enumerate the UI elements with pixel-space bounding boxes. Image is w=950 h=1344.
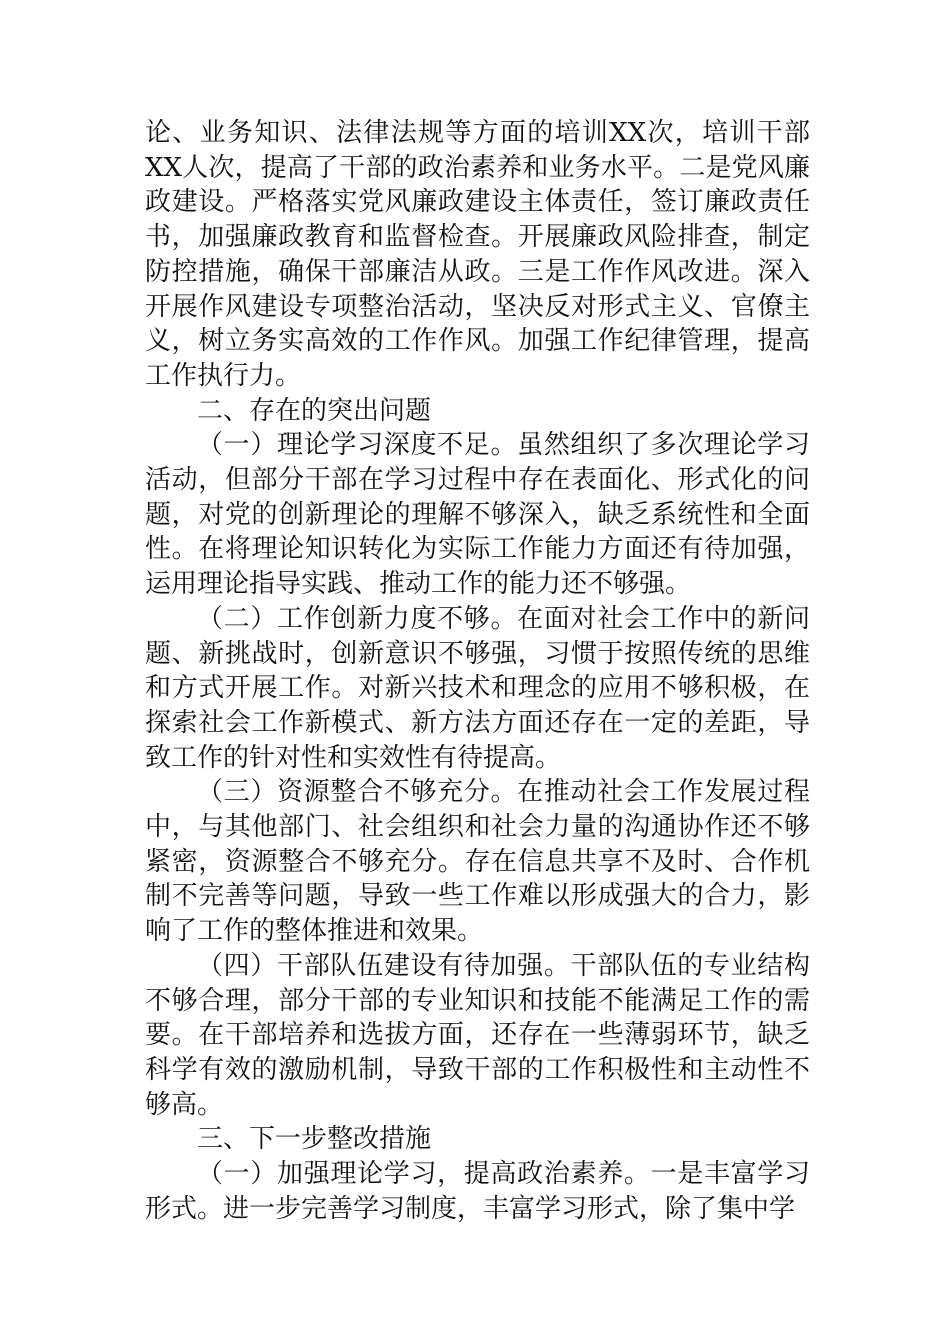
section-heading-problems: 二、存在的突出问题: [197, 395, 432, 426]
document-body: [145, 116, 810, 1227]
paragraph-problem-1: （一）理论学习深度不足。虽然组织了多次理论学习活动，但部分干部在学习过程中存在表面化、形式化的问题，对党的创新理论的理解不够深入，缺乏系统性和全面性。在将理论知识转化为实际工作能力方面还有待加强，运用理论指导实践、推动工作的能力还不够强。: [145, 430, 810, 600]
section-heading-measures: 三、下一步整改措施: [197, 1124, 432, 1155]
paragraph-measure-1: （一）加强理论学习，提高政治素养。一是丰富学习形式。进一步完善学习制度，丰富学习形式，除了集中学: [145, 1159, 810, 1224]
paragraph-problem-4: （四）干部队伍建设有待加强。干部队伍的专业结构不够合理，部分干部的专业知识和技能不能满足工作的需要。在干部培养和选拔方面，还存在一些薄弱环节，缺乏科学有效的激励机制，导致干部的工作积极性和主动性不够高。: [145, 950, 810, 1120]
paragraph-problem-2: （二）工作创新力度不够。在面对社会工作中的新问题、新挑战时，创新意识不够强，习惯于按照传统的思维和方式开展工作。对新兴技术和理念的应用不够积极，在探索社会工作新模式、新方法方面还存在一定的差距，导致工作的针对性和实效性有待提高。: [145, 603, 810, 773]
paragraph-problem-3: （三）资源整合不够充分。在推动社会工作发展过程中，与其他部门、社会组织和社会力量的沟通协作还不够紧密，资源整合不够充分。存在信息共享不及时、合作机制不完善等问题，导致一些工作难以形成强大的合力，影响了工作的整体推进和效果。: [145, 777, 810, 947]
paragraph-continuation: 论、业务知识、法律法规等方面的培训XX次，培训干部XX人次，提高了干部的政治素养和业务水平。二是党风廉政建设。严格落实党风廉政建设主体责任，签订廉政责任书，加强廉政教育和监督检查。开展廉政风险排查，制定防控措施，确保干部廉洁从政。三是工作作风改进。深入开展作风建设专项整治活动，坚决反对形式主义、官僚主义，树立务实高效的工作作风。加强工作纪律管理，提高工作执行力。: [145, 118, 810, 391]
